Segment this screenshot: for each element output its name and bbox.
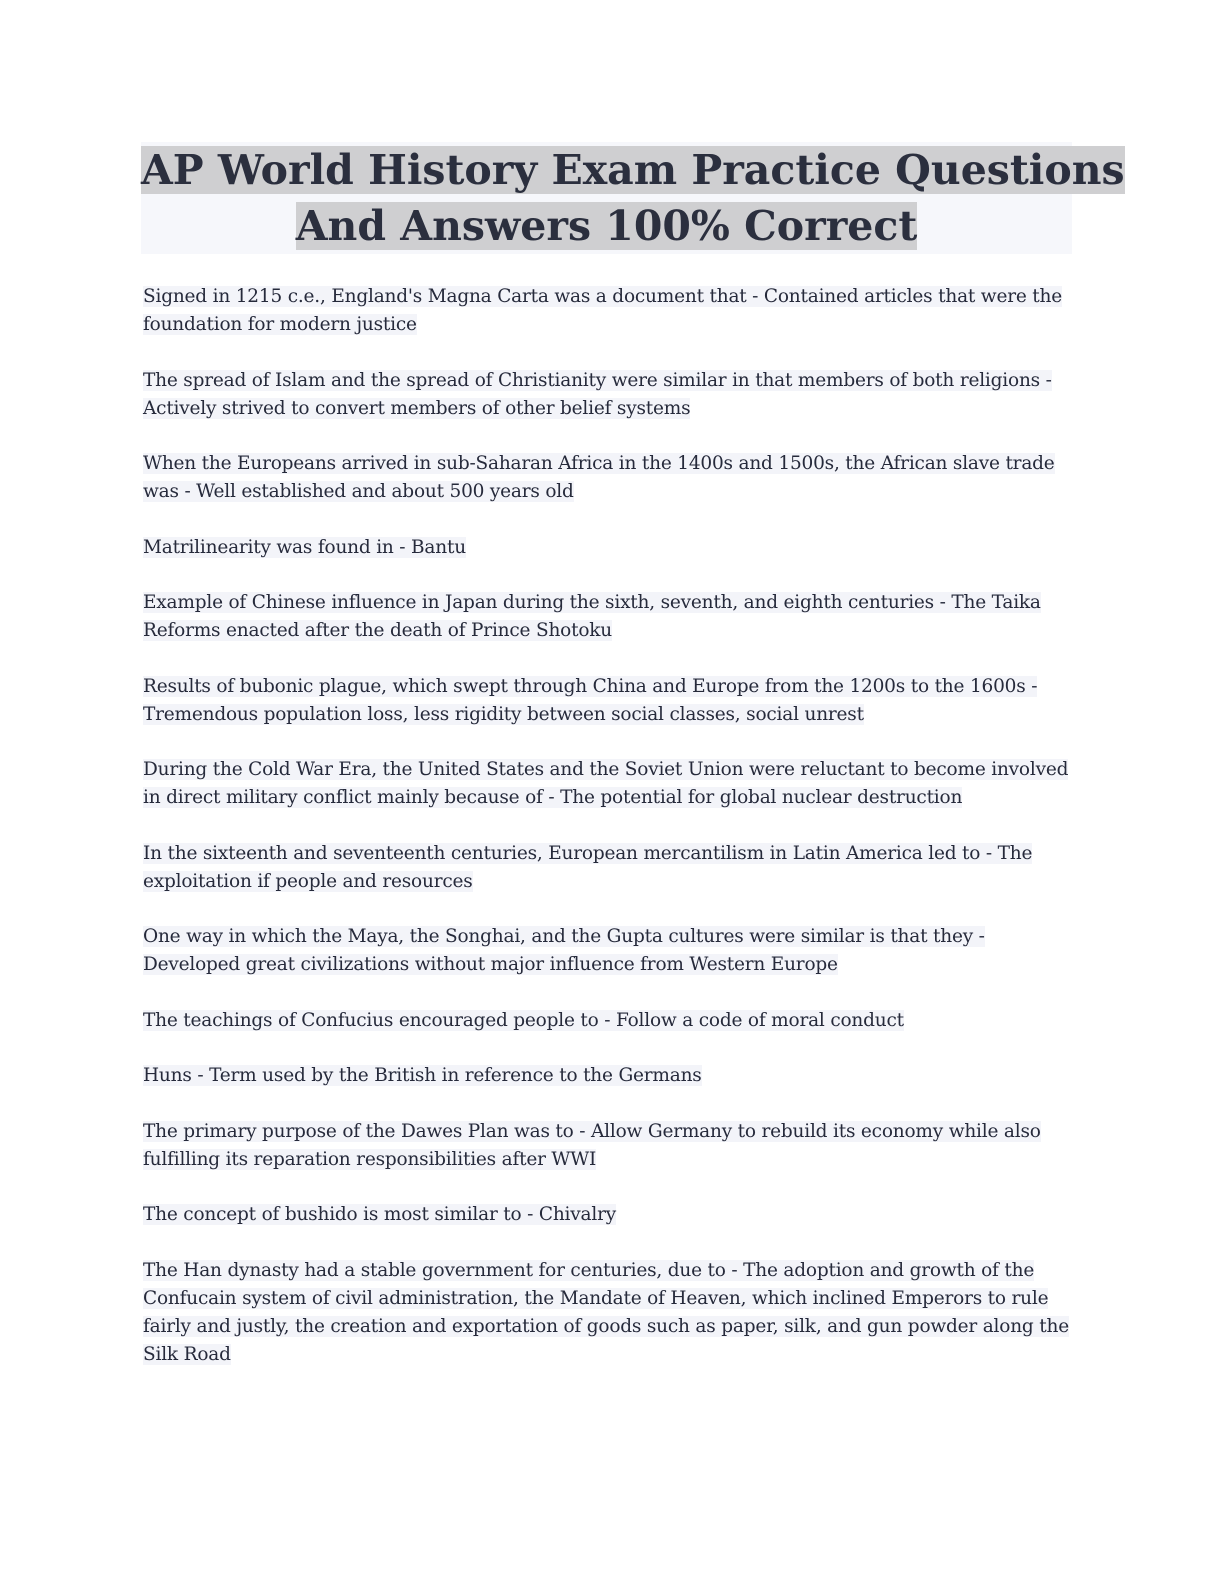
qa-item-islam-christianity: The spread of Islam and the spread of Christianity were similar in that members of both religions - Actively strived to convert members of other belief systems — [143, 369, 1052, 419]
qa-item-chinese-influence-japan: Example of Chinese influence in Japan during the sixth, seventh, and eighth centuries - The Taika Reforms enacted after the death of Prince Shotoku — [143, 592, 1041, 641]
qa-item-mercantilism: In the sixteenth and seventeenth centuries, European mercantilism in Latin America led to - The exploitation if people and resources — [143, 842, 1033, 892]
title-line-1: AP World History Exam Practice Questions — [141, 146, 1125, 194]
qa-item-confucius: The teachings of Confucius encouraged people to - Follow a code of moral conduct — [143, 1009, 904, 1031]
qa-item-han-dynasty: The Han dynasty had a stable government for centuries, due to - The adoption and growth of the Confucain system of civil administration, the Mandate of Heaven, which inclined Emperors to rule fairly and justly, the creation and exportation of goods such as paper, silk, and gun powder along the Silk Road — [143, 1259, 1069, 1365]
qa-item-huns: Huns - Term used by the British in reference to the Germans — [143, 1065, 702, 1086]
qa-item-african-slave-trade: When the Europeans arrived in sub-Saharan Africa in the 1400s and 1500s, the African slave trade was - Well established and about 500 years old — [143, 453, 1055, 502]
title-line-2: And Answers 100% Correct — [295, 202, 918, 250]
qa-item-maya-songhai-gupta: One way in which the Maya, the Songhai, and the Gupta cultures were similar is that they - Developed great civilizations without major influence from Western Europe — [143, 926, 985, 975]
qa-item-cold-war: During the Cold War Era, the United States and the Soviet Union were reluctant to become involved in direct military conflict mainly because of - The potential for global nuclear destruction — [143, 759, 1069, 808]
qa-item-bushido: The concept of bushido is most similar to - Chivalry — [143, 1204, 616, 1225]
qa-item-dawes-plan: The primary purpose of the Dawes Plan was to - Allow Germany to rebuild its economy while also fulfilling its reparation responsibilities after WWI — [143, 1120, 1041, 1170]
qa-item-bubonic-plague: Results of bubonic plague, which swept through China and Europe from the 1200s to the 1600s - Tremendous population loss, less rigidity between social classes, social unrest — [143, 675, 1038, 725]
qa-item-magna-carta: Signed in 1215 c.e., England's Magna Carta was a document that - Contained articles that were the foundation for modern justice — [143, 286, 1062, 335]
document-title — [141, 142, 1125, 254]
question-answer-list — [143, 283, 1078, 1396]
qa-item-matrilinearity: Matrilinearity was found in - Bantu — [143, 536, 466, 558]
